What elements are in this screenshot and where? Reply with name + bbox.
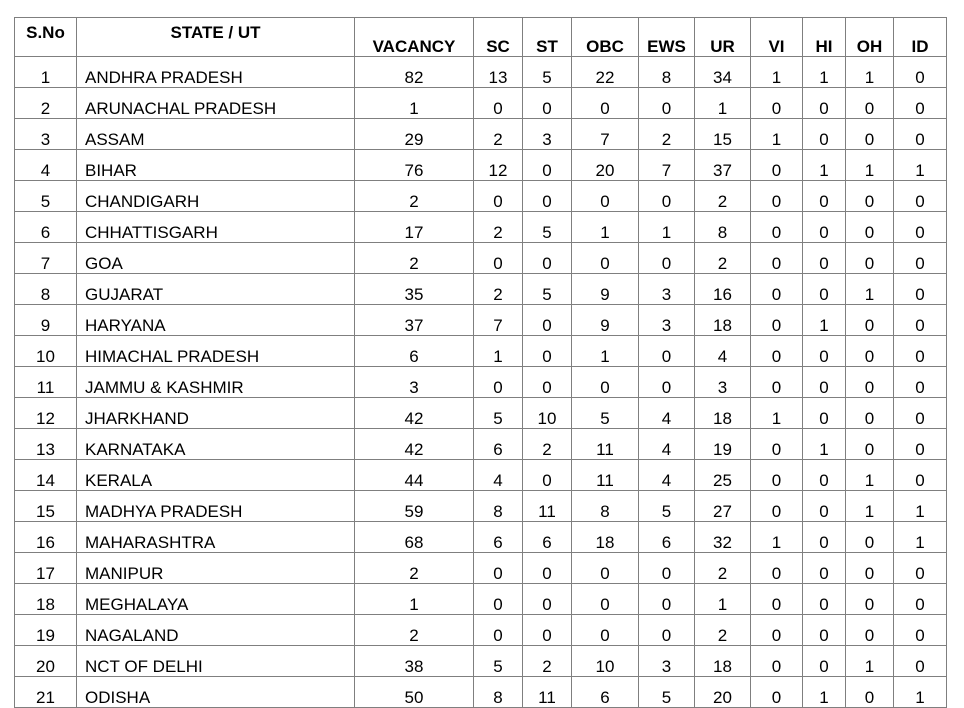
table-row [15, 88, 947, 119]
table-row [15, 646, 947, 677]
cell-st: 6 [523, 522, 572, 553]
cell-sno: 18 [15, 584, 77, 615]
header-sno: S.No [15, 18, 77, 57]
cell-sno: 7 [15, 243, 77, 274]
cell-vi: 0 [751, 181, 803, 212]
cell-vi: 1 [751, 119, 803, 150]
cell-state: NCT OF DELHI [77, 646, 355, 677]
cell-ur: 25 [695, 460, 751, 491]
cell-sc: 0 [474, 181, 523, 212]
cell-oh: 0 [846, 429, 894, 460]
cell-vi: 0 [751, 553, 803, 584]
cell-oh: 0 [846, 336, 894, 367]
cell-sno: 15 [15, 491, 77, 522]
cell-obc: 0 [572, 88, 639, 119]
header-vi: VI [751, 18, 803, 57]
cell-obc: 10 [572, 646, 639, 677]
cell-vi: 0 [751, 584, 803, 615]
table-row [15, 429, 947, 460]
cell-sno: 12 [15, 398, 77, 429]
cell-sno: 21 [15, 677, 77, 708]
cell-ews: 4 [639, 460, 695, 491]
cell-ews: 8 [639, 57, 695, 88]
cell-sc: 4 [474, 460, 523, 491]
cell-ews: 5 [639, 491, 695, 522]
table-row [15, 367, 947, 398]
cell-state: MEGHALAYA [77, 584, 355, 615]
cell-vacancy: 59 [355, 491, 474, 522]
cell-sc: 2 [474, 274, 523, 305]
cell-vacancy: 76 [355, 150, 474, 181]
table-row [15, 398, 947, 429]
cell-st: 0 [523, 243, 572, 274]
table-row [15, 57, 947, 88]
cell-state: NAGALAND [77, 615, 355, 646]
cell-vi: 1 [751, 522, 803, 553]
cell-obc: 11 [572, 429, 639, 460]
cell-vacancy: 44 [355, 460, 474, 491]
cell-vi: 0 [751, 336, 803, 367]
cell-obc: 0 [572, 584, 639, 615]
cell-id: 0 [894, 429, 947, 460]
cell-oh: 1 [846, 491, 894, 522]
cell-st: 10 [523, 398, 572, 429]
cell-sc: 5 [474, 398, 523, 429]
cell-sno: 2 [15, 88, 77, 119]
header-row [15, 18, 947, 57]
cell-vi: 0 [751, 491, 803, 522]
cell-hi: 1 [803, 150, 846, 181]
cell-ews: 0 [639, 88, 695, 119]
cell-hi: 0 [803, 119, 846, 150]
cell-sc: 0 [474, 367, 523, 398]
cell-obc: 9 [572, 305, 639, 336]
cell-sno: 19 [15, 615, 77, 646]
cell-id: 0 [894, 57, 947, 88]
cell-st: 3 [523, 119, 572, 150]
cell-oh: 1 [846, 646, 894, 677]
cell-ews: 0 [639, 367, 695, 398]
cell-st: 0 [523, 150, 572, 181]
cell-obc: 7 [572, 119, 639, 150]
cell-ews: 6 [639, 522, 695, 553]
cell-vacancy: 42 [355, 429, 474, 460]
table-row [15, 243, 947, 274]
cell-ur: 32 [695, 522, 751, 553]
cell-sc: 0 [474, 243, 523, 274]
table-row [15, 212, 947, 243]
cell-vacancy: 1 [355, 88, 474, 119]
cell-vacancy: 42 [355, 398, 474, 429]
cell-obc: 11 [572, 460, 639, 491]
cell-id: 1 [894, 522, 947, 553]
cell-ur: 27 [695, 491, 751, 522]
cell-ur: 2 [695, 181, 751, 212]
cell-ews: 3 [639, 305, 695, 336]
cell-st: 5 [523, 57, 572, 88]
cell-id: 0 [894, 398, 947, 429]
cell-st: 5 [523, 274, 572, 305]
cell-id: 0 [894, 646, 947, 677]
cell-vi: 0 [751, 243, 803, 274]
cell-id: 0 [894, 553, 947, 584]
cell-id: 0 [894, 274, 947, 305]
table-row [15, 305, 947, 336]
cell-sno: 13 [15, 429, 77, 460]
cell-hi: 1 [803, 57, 846, 88]
cell-vi: 0 [751, 88, 803, 119]
cell-oh: 0 [846, 367, 894, 398]
header-st: ST [523, 18, 572, 57]
cell-st: 0 [523, 460, 572, 491]
cell-oh: 0 [846, 119, 894, 150]
cell-obc: 8 [572, 491, 639, 522]
table-row [15, 615, 947, 646]
cell-state: CHANDIGARH [77, 181, 355, 212]
cell-vacancy: 35 [355, 274, 474, 305]
cell-id: 0 [894, 243, 947, 274]
cell-st: 2 [523, 429, 572, 460]
header-id: ID [894, 18, 947, 57]
cell-sno: 1 [15, 57, 77, 88]
cell-id: 0 [894, 584, 947, 615]
cell-id: 0 [894, 181, 947, 212]
cell-vi: 0 [751, 150, 803, 181]
cell-vacancy: 82 [355, 57, 474, 88]
cell-hi: 0 [803, 522, 846, 553]
cell-ur: 34 [695, 57, 751, 88]
cell-sno: 9 [15, 305, 77, 336]
cell-sc: 6 [474, 522, 523, 553]
cell-ews: 2 [639, 119, 695, 150]
cell-ews: 3 [639, 274, 695, 305]
header-obc: OBC [572, 18, 639, 57]
cell-vi: 0 [751, 305, 803, 336]
cell-hi: 1 [803, 429, 846, 460]
cell-hi: 0 [803, 212, 846, 243]
cell-obc: 5 [572, 398, 639, 429]
cell-ur: 8 [695, 212, 751, 243]
cell-vacancy: 17 [355, 212, 474, 243]
cell-sc: 5 [474, 646, 523, 677]
cell-id: 1 [894, 491, 947, 522]
cell-oh: 0 [846, 243, 894, 274]
cell-vacancy: 37 [355, 305, 474, 336]
table-row [15, 522, 947, 553]
cell-state: JHARKHAND [77, 398, 355, 429]
cell-sc: 0 [474, 88, 523, 119]
table-row [15, 584, 947, 615]
table-row [15, 460, 947, 491]
cell-ur: 18 [695, 398, 751, 429]
cell-state: MADHYA PRADESH [77, 491, 355, 522]
cell-sno: 17 [15, 553, 77, 584]
cell-vacancy: 2 [355, 615, 474, 646]
cell-hi: 0 [803, 336, 846, 367]
cell-oh: 0 [846, 305, 894, 336]
cell-ur: 3 [695, 367, 751, 398]
cell-sc: 1 [474, 336, 523, 367]
cell-vi: 0 [751, 615, 803, 646]
cell-ur: 19 [695, 429, 751, 460]
cell-hi: 0 [803, 274, 846, 305]
cell-obc: 22 [572, 57, 639, 88]
cell-ur: 15 [695, 119, 751, 150]
cell-ur: 18 [695, 305, 751, 336]
cell-hi: 0 [803, 181, 846, 212]
cell-ur: 2 [695, 243, 751, 274]
cell-ews: 0 [639, 584, 695, 615]
cell-vacancy: 1 [355, 584, 474, 615]
cell-ur: 2 [695, 615, 751, 646]
cell-sno: 8 [15, 274, 77, 305]
cell-st: 0 [523, 367, 572, 398]
cell-sc: 8 [474, 677, 523, 708]
cell-obc: 0 [572, 615, 639, 646]
cell-vi: 1 [751, 398, 803, 429]
vacancy-table [14, 17, 947, 708]
cell-hi: 0 [803, 646, 846, 677]
header-oh: OH [846, 18, 894, 57]
cell-sc: 0 [474, 584, 523, 615]
cell-id: 0 [894, 615, 947, 646]
cell-state: HIMACHAL PRADESH [77, 336, 355, 367]
cell-vacancy: 29 [355, 119, 474, 150]
cell-oh: 0 [846, 398, 894, 429]
header-hi: HI [803, 18, 846, 57]
cell-state: BIHAR [77, 150, 355, 181]
cell-hi: 1 [803, 305, 846, 336]
cell-oh: 1 [846, 150, 894, 181]
cell-sc: 13 [474, 57, 523, 88]
cell-oh: 1 [846, 57, 894, 88]
cell-state: ODISHA [77, 677, 355, 708]
cell-vacancy: 50 [355, 677, 474, 708]
cell-obc: 20 [572, 150, 639, 181]
cell-ur: 16 [695, 274, 751, 305]
cell-st: 0 [523, 553, 572, 584]
cell-sno: 11 [15, 367, 77, 398]
cell-oh: 1 [846, 460, 894, 491]
cell-id: 0 [894, 88, 947, 119]
cell-obc: 0 [572, 367, 639, 398]
cell-ews: 4 [639, 398, 695, 429]
cell-hi: 0 [803, 460, 846, 491]
cell-st: 0 [523, 88, 572, 119]
header-vacancy: VACANCY [355, 18, 474, 57]
cell-st: 0 [523, 584, 572, 615]
cell-vi: 0 [751, 429, 803, 460]
cell-state: HARYANA [77, 305, 355, 336]
cell-state: ARUNACHAL PRADESH [77, 88, 355, 119]
cell-state: MANIPUR [77, 553, 355, 584]
cell-ews: 5 [639, 677, 695, 708]
cell-sc: 2 [474, 119, 523, 150]
cell-state: MAHARASHTRA [77, 522, 355, 553]
cell-hi: 0 [803, 615, 846, 646]
cell-ur: 4 [695, 336, 751, 367]
cell-ur: 1 [695, 88, 751, 119]
cell-state: GOA [77, 243, 355, 274]
cell-sno: 10 [15, 336, 77, 367]
cell-id: 0 [894, 460, 947, 491]
table-row [15, 677, 947, 708]
header-sc: SC [474, 18, 523, 57]
cell-id: 0 [894, 336, 947, 367]
cell-ur: 1 [695, 584, 751, 615]
cell-ews: 0 [639, 615, 695, 646]
cell-ews: 7 [639, 150, 695, 181]
cell-state: ANDHRA PRADESH [77, 57, 355, 88]
table-row [15, 181, 947, 212]
cell-st: 0 [523, 336, 572, 367]
cell-vacancy: 2 [355, 553, 474, 584]
cell-ur: 2 [695, 553, 751, 584]
cell-sc: 7 [474, 305, 523, 336]
cell-hi: 0 [803, 398, 846, 429]
cell-vacancy: 38 [355, 646, 474, 677]
cell-id: 0 [894, 212, 947, 243]
cell-st: 11 [523, 677, 572, 708]
cell-sno: 20 [15, 646, 77, 677]
cell-ur: 20 [695, 677, 751, 708]
cell-state: JAMMU & KASHMIR [77, 367, 355, 398]
cell-ews: 0 [639, 336, 695, 367]
table-row [15, 274, 947, 305]
cell-sc: 8 [474, 491, 523, 522]
cell-vi: 0 [751, 212, 803, 243]
cell-oh: 0 [846, 212, 894, 243]
cell-ews: 4 [639, 429, 695, 460]
table-body [15, 57, 947, 708]
cell-oh: 0 [846, 615, 894, 646]
cell-obc: 6 [572, 677, 639, 708]
cell-hi: 0 [803, 553, 846, 584]
cell-id: 0 [894, 367, 947, 398]
cell-ur: 37 [695, 150, 751, 181]
cell-obc: 0 [572, 553, 639, 584]
cell-ews: 0 [639, 243, 695, 274]
cell-oh: 0 [846, 522, 894, 553]
cell-vi: 0 [751, 274, 803, 305]
cell-st: 11 [523, 491, 572, 522]
table-row [15, 336, 947, 367]
cell-state: KERALA [77, 460, 355, 491]
cell-vacancy: 6 [355, 336, 474, 367]
cell-ews: 0 [639, 181, 695, 212]
cell-obc: 1 [572, 336, 639, 367]
cell-st: 5 [523, 212, 572, 243]
cell-ews: 0 [639, 553, 695, 584]
cell-ews: 1 [639, 212, 695, 243]
cell-hi: 1 [803, 677, 846, 708]
cell-sno: 14 [15, 460, 77, 491]
cell-hi: 0 [803, 491, 846, 522]
cell-state: ASSAM [77, 119, 355, 150]
header-ur: UR [695, 18, 751, 57]
cell-st: 0 [523, 181, 572, 212]
cell-sno: 4 [15, 150, 77, 181]
cell-ews: 3 [639, 646, 695, 677]
cell-vi: 0 [751, 367, 803, 398]
cell-id: 0 [894, 305, 947, 336]
cell-sc: 2 [474, 212, 523, 243]
cell-sno: 16 [15, 522, 77, 553]
cell-oh: 0 [846, 88, 894, 119]
cell-id: 0 [894, 119, 947, 150]
cell-id: 1 [894, 150, 947, 181]
cell-vi: 1 [751, 57, 803, 88]
cell-obc: 18 [572, 522, 639, 553]
cell-hi: 0 [803, 367, 846, 398]
cell-obc: 0 [572, 181, 639, 212]
cell-oh: 1 [846, 274, 894, 305]
cell-vi: 0 [751, 460, 803, 491]
table-header [15, 18, 947, 57]
cell-oh: 0 [846, 677, 894, 708]
cell-hi: 0 [803, 243, 846, 274]
cell-oh: 0 [846, 553, 894, 584]
cell-obc: 0 [572, 243, 639, 274]
table-row [15, 119, 947, 150]
cell-vi: 0 [751, 677, 803, 708]
header-state-ut: STATE / UT [77, 18, 355, 57]
cell-vacancy: 68 [355, 522, 474, 553]
table-row [15, 150, 947, 181]
cell-oh: 0 [846, 181, 894, 212]
cell-vacancy: 2 [355, 243, 474, 274]
table-row [15, 553, 947, 584]
cell-sc: 0 [474, 615, 523, 646]
cell-vacancy: 3 [355, 367, 474, 398]
header-ews: EWS [639, 18, 695, 57]
cell-obc: 1 [572, 212, 639, 243]
cell-st: 0 [523, 305, 572, 336]
cell-state: GUJARAT [77, 274, 355, 305]
cell-hi: 0 [803, 584, 846, 615]
cell-st: 2 [523, 646, 572, 677]
cell-state: CHHATTISGARH [77, 212, 355, 243]
cell-sc: 6 [474, 429, 523, 460]
cell-oh: 0 [846, 584, 894, 615]
cell-sc: 12 [474, 150, 523, 181]
cell-st: 0 [523, 615, 572, 646]
cell-vi: 0 [751, 646, 803, 677]
cell-id: 1 [894, 677, 947, 708]
cell-state: KARNATAKA [77, 429, 355, 460]
cell-sno: 6 [15, 212, 77, 243]
cell-sno: 5 [15, 181, 77, 212]
cell-sc: 0 [474, 553, 523, 584]
table-row [15, 491, 947, 522]
cell-sno: 3 [15, 119, 77, 150]
cell-vacancy: 2 [355, 181, 474, 212]
cell-obc: 9 [572, 274, 639, 305]
cell-hi: 0 [803, 88, 846, 119]
cell-ur: 18 [695, 646, 751, 677]
